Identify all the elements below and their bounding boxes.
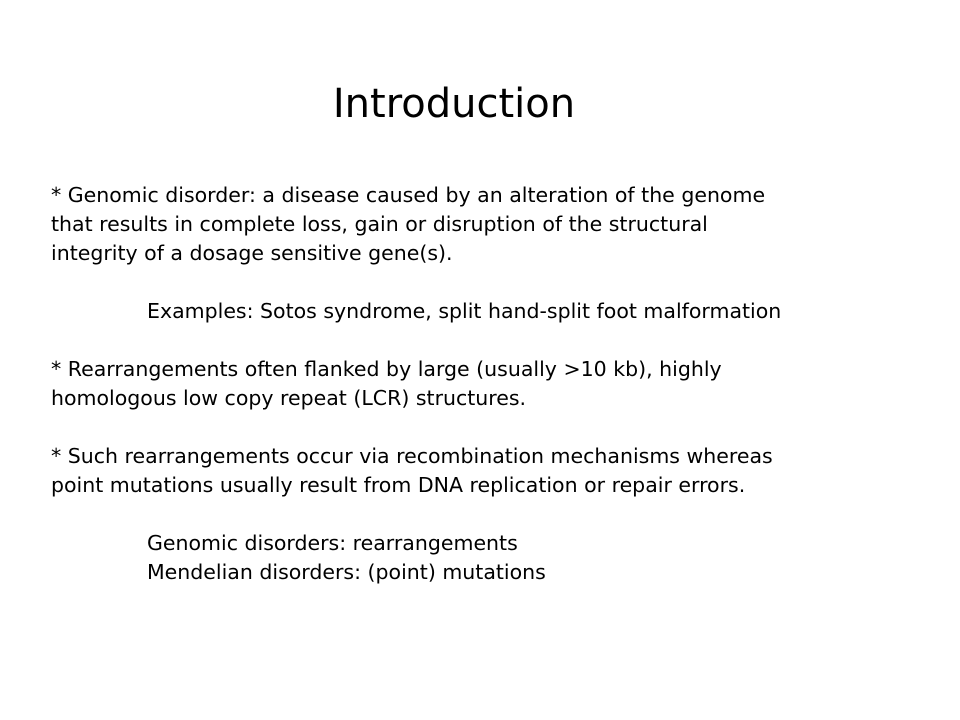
body-line-mechanisms-1: * Such rearrangements occur via recombination mechanisms whereas — [51, 444, 773, 468]
body-line-mendelian-disorders: Mendelian disorders: (point) mutations — [147, 560, 546, 584]
spacer — [51, 326, 931, 355]
body-line-rearrangements-2: homologous low copy repeat (LCR) structures. — [51, 386, 527, 410]
spacer — [51, 268, 931, 297]
slide-title: Introduction — [332, 81, 576, 127]
spacer — [51, 500, 931, 529]
spacer — [51, 413, 931, 442]
body-line-genomic-disorder-2: that results in complete loss, gain or disruption of the structural — [51, 212, 708, 236]
body-line-rearrangements-1: * Rearrangements often flanked by large (usually >10 kb), highly — [51, 357, 722, 381]
body-line-mechanisms-2: point mutations usually result from DNA replication or repair errors. — [51, 473, 746, 497]
body-line-genomic-disorder-3: integrity of a dosage sensitive gene(s). — [51, 241, 453, 265]
body-line-genomic-disorders: Genomic disorders: rearrangements — [147, 531, 518, 555]
slide-body — [51, 181, 931, 587]
body-line-examples: Examples: Sotos syndrome, split hand-split foot malformation — [147, 299, 782, 323]
body-line-genomic-disorder-1: * Genomic disorder: a disease caused by an alteration of the genome — [51, 183, 766, 207]
